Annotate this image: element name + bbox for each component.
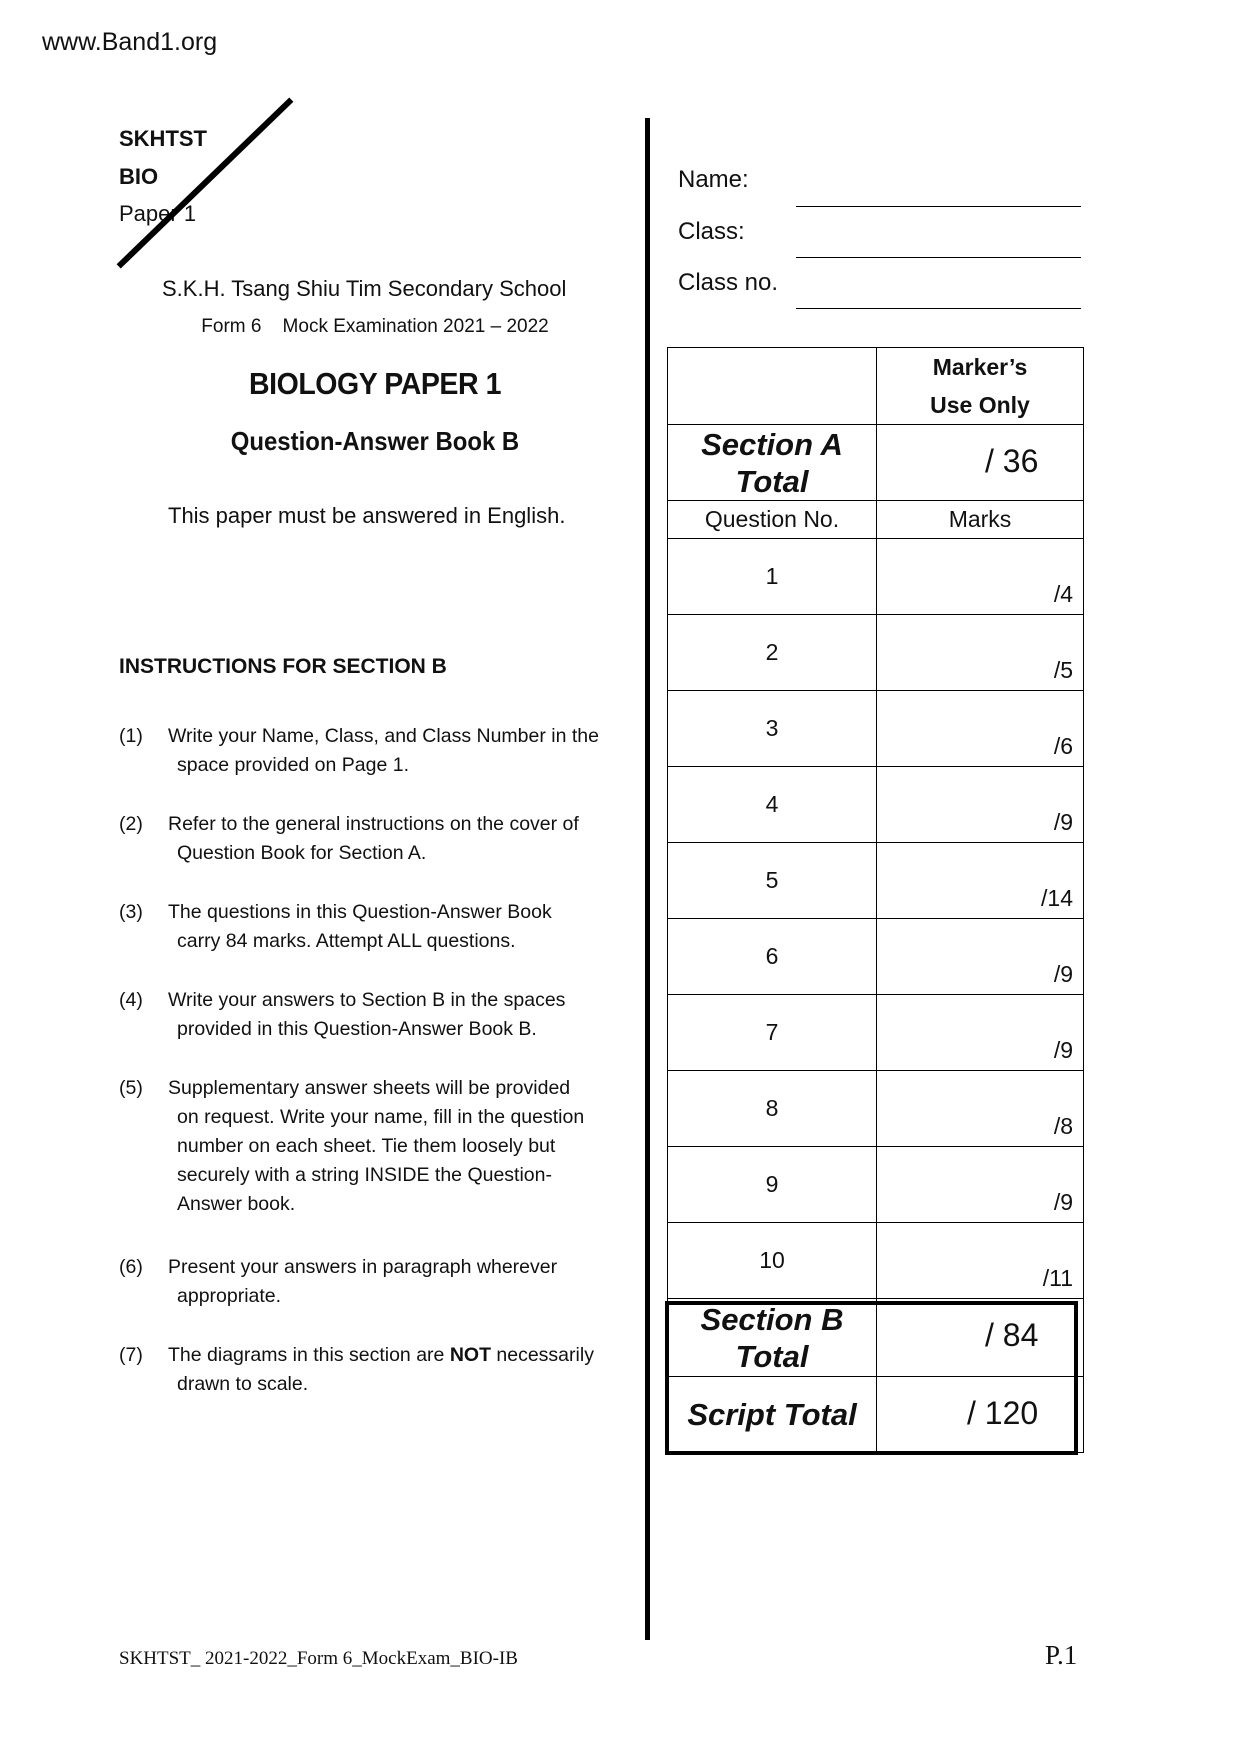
marker-header-row bbox=[668, 348, 1084, 425]
page-title: BIOLOGY PAPER 1 bbox=[249, 366, 501, 401]
section-b-label: Section B bbox=[700, 1301, 844, 1337]
name-field[interactable] bbox=[796, 206, 1081, 207]
paper-label: Paper 1 bbox=[119, 201, 197, 226]
question-row bbox=[668, 1223, 1084, 1299]
school-code: SKHTST bbox=[119, 126, 207, 151]
question-max: /9 bbox=[1053, 1037, 1073, 1063]
instruction-number: (5) bbox=[119, 1077, 143, 1099]
script-total-max: / 120 bbox=[967, 1395, 1039, 1431]
question-row bbox=[668, 843, 1084, 919]
question-row bbox=[668, 995, 1084, 1071]
instruction-text: The diagrams in this section are bbox=[168, 1344, 450, 1366]
marker-table bbox=[667, 347, 1084, 1453]
instruction-number: (1) bbox=[119, 725, 143, 747]
instruction-text: Write your Name, Class, and Class Number in the bbox=[168, 725, 599, 747]
question-no-header: Question No. bbox=[668, 501, 877, 539]
instruction-text: appropriate. bbox=[177, 1285, 282, 1307]
marks-cell[interactable] bbox=[877, 1071, 1084, 1147]
marks-cell[interactable] bbox=[877, 615, 1084, 691]
question-number-cell bbox=[668, 843, 877, 919]
instruction-item bbox=[119, 986, 639, 1046]
instructions-heading: INSTRUCTIONS FOR SECTION B bbox=[119, 655, 447, 678]
question-max: /11 bbox=[1042, 1265, 1073, 1291]
marks-cell[interactable] bbox=[877, 1223, 1084, 1299]
column-header-row bbox=[668, 501, 1084, 539]
section-a-marks-cell[interactable] bbox=[877, 425, 1084, 501]
instruction-text: on request. Write your name, fill in the question number on each sheet. Tie them loosely but securely with a string INSIDE the Question-Answer book. bbox=[177, 1106, 585, 1215]
section-b-label: Total bbox=[735, 1338, 809, 1374]
class-no-field[interactable] bbox=[796, 308, 1081, 309]
column-divider bbox=[645, 118, 650, 1640]
instruction-text: Supplementary answer sheets will be provided bbox=[168, 1077, 571, 1099]
instruction-text: carry 84 marks. Attempt ALL questions. bbox=[177, 930, 516, 952]
blank-cell bbox=[668, 348, 877, 425]
language-note: This paper must be answered in English. bbox=[168, 503, 566, 528]
question-number-cell bbox=[668, 767, 877, 843]
section-b-row bbox=[668, 1299, 1084, 1377]
section-a-row bbox=[668, 425, 1084, 501]
question-number: 7 bbox=[765, 1019, 779, 1045]
question-max: /14 bbox=[1041, 885, 1073, 911]
instruction-number: (3) bbox=[119, 901, 143, 923]
question-number-cell bbox=[668, 995, 877, 1071]
class-no-label: Class no. bbox=[678, 269, 779, 296]
question-number-cell bbox=[668, 1147, 877, 1223]
instruction-item bbox=[119, 898, 639, 958]
question-row bbox=[668, 919, 1084, 995]
marks-cell[interactable] bbox=[877, 843, 1084, 919]
instruction-item bbox=[119, 722, 639, 782]
instruction-text: provided in this Question-Answer Book B. bbox=[177, 1018, 537, 1040]
marker-heading: Use Only bbox=[930, 392, 1030, 418]
page-subtitle: Question-Answer Book B bbox=[230, 426, 520, 456]
question-max: /9 bbox=[1053, 961, 1073, 987]
script-total-cell[interactable] bbox=[877, 1377, 1084, 1453]
question-row bbox=[668, 767, 1084, 843]
question-max: /9 bbox=[1053, 1189, 1073, 1215]
question-max: /8 bbox=[1053, 1113, 1073, 1139]
question-number: 5 bbox=[765, 867, 779, 893]
subject-code: BIO bbox=[119, 164, 159, 189]
name-label: Name: bbox=[678, 166, 749, 193]
instruction-text: necessarily bbox=[490, 1344, 594, 1366]
question-number: 6 bbox=[765, 943, 779, 969]
script-total-label: Script Total bbox=[668, 1377, 877, 1453]
question-number-cell bbox=[668, 1071, 877, 1147]
question-number-cell bbox=[668, 691, 877, 767]
instruction-number: (6) bbox=[119, 1256, 143, 1278]
exam-line: Form 6 Mock Examination 2021 – 2022 bbox=[201, 316, 549, 337]
section-b-label-cell bbox=[668, 1299, 877, 1377]
question-number: 8 bbox=[765, 1095, 779, 1121]
instruction-text: drawn to scale. bbox=[177, 1373, 309, 1395]
question-number: 9 bbox=[765, 1171, 779, 1197]
marks-cell[interactable] bbox=[877, 1147, 1084, 1223]
question-number: 1 bbox=[765, 563, 779, 589]
instruction-item bbox=[119, 1253, 639, 1313]
section-a-max: / 36 bbox=[985, 443, 1039, 479]
question-row bbox=[668, 691, 1084, 767]
question-number: 4 bbox=[765, 791, 779, 817]
question-max: /6 bbox=[1053, 733, 1073, 759]
question-row bbox=[668, 1071, 1084, 1147]
watermark: www.Band1.org bbox=[42, 28, 218, 56]
question-number: 10 bbox=[759, 1247, 785, 1273]
marks-cell[interactable] bbox=[877, 995, 1084, 1071]
question-row bbox=[668, 1147, 1084, 1223]
instruction-item bbox=[119, 1074, 639, 1224]
marks-header: Marks bbox=[877, 501, 1084, 539]
question-number: 3 bbox=[765, 715, 779, 741]
question-max: /4 bbox=[1053, 581, 1073, 607]
marker-use-only-cell bbox=[877, 348, 1084, 425]
instruction-item bbox=[119, 1341, 639, 1401]
page-number: P.1 bbox=[1045, 1640, 1078, 1670]
instruction-text: space provided on Page 1. bbox=[177, 754, 410, 776]
class-field[interactable] bbox=[796, 257, 1081, 258]
section-b-marks-cell[interactable] bbox=[877, 1299, 1084, 1377]
section-a-label: Total bbox=[735, 463, 809, 499]
question-number-cell bbox=[668, 1223, 877, 1299]
question-number-cell bbox=[668, 615, 877, 691]
instruction-text: Write your answers to Section B in the spaces bbox=[168, 989, 566, 1011]
question-max: /9 bbox=[1053, 809, 1073, 835]
marks-cell[interactable] bbox=[877, 691, 1084, 767]
instruction-text: Present your answers in paragraph wherever bbox=[168, 1256, 558, 1278]
marker-heading: Marker’s bbox=[932, 354, 1028, 380]
instruction-item bbox=[119, 810, 639, 870]
instruction-text: Question Book for Section A. bbox=[177, 842, 427, 864]
school-name: S.K.H. Tsang Shiu Tim Secondary School bbox=[162, 276, 567, 301]
instruction-text: Refer to the general instructions on the cover of bbox=[168, 813, 579, 835]
instruction-number: (7) bbox=[119, 1344, 143, 1366]
question-number-cell bbox=[668, 919, 877, 995]
instruction-emphasis: NOT bbox=[449, 1344, 491, 1366]
class-label: Class: bbox=[678, 218, 745, 245]
question-row bbox=[668, 615, 1084, 691]
marks-cell[interactable] bbox=[877, 919, 1084, 995]
instruction-number: (4) bbox=[119, 989, 143, 1011]
script-total-row bbox=[668, 1377, 1084, 1453]
instruction-number: (2) bbox=[119, 813, 143, 835]
question-number-cell bbox=[668, 539, 877, 615]
section-a-label: Section A bbox=[701, 426, 843, 462]
instruction-text: The questions in this Question-Answer Book bbox=[168, 901, 552, 923]
question-row bbox=[668, 539, 1084, 615]
marks-cell[interactable] bbox=[877, 767, 1084, 843]
section-a-label-cell bbox=[668, 425, 877, 501]
question-number: 2 bbox=[765, 639, 779, 665]
question-max: /5 bbox=[1053, 657, 1073, 683]
marks-cell[interactable] bbox=[877, 539, 1084, 615]
footer-code: SKHTST_ 2021-2022_Form 6_MockExam_BIO-IB bbox=[119, 1648, 518, 1669]
section-b-max: / 84 bbox=[985, 1317, 1039, 1353]
